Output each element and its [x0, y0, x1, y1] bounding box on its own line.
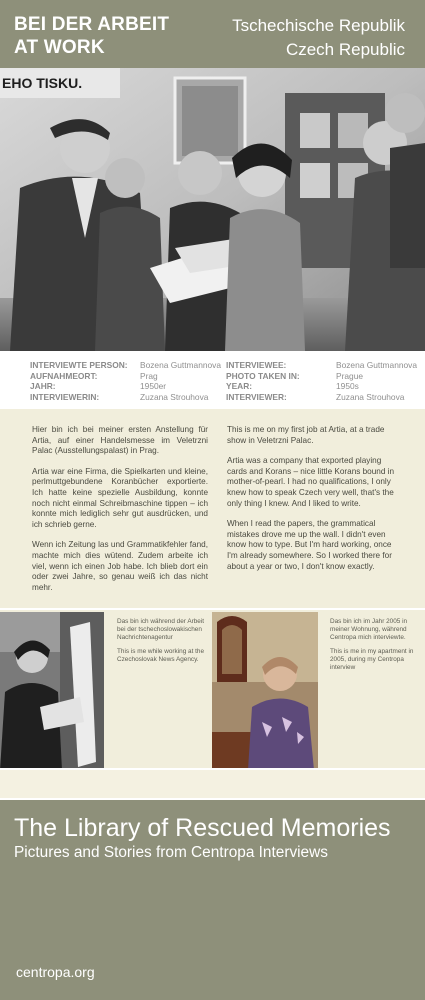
library-title: The Library of Rescued Memories	[14, 814, 391, 842]
footer	[0, 798, 425, 1000]
title-en: AT WORK	[14, 37, 105, 58]
story-paragraph: Artia was a company that exported playing cards and Korans – nice little Korans bound in mother-of-pearl. I had no qualifications, I only knew how to speak Czech very well, that's the only thing I knew. And I liked to write.	[227, 456, 395, 508]
meta-label: INTERVIEWERIN:	[30, 391, 100, 402]
meta-value: Bozena Guttmannova	[336, 360, 418, 370]
story-paragraph: This is me on my first job at Artia, at a trade show in Veletrzni Palac.	[227, 425, 385, 445]
story-paragraph: Artia war eine Firma, die Spielkarten und kleine, perlmuttgebundene Koranbücher exportierte. Ich hatte keine spezielle Ausbildung, konnte noch nicht einmal Schreibmaschine tippen – ich konnte mich lediglich sehr gut ausdrücken, und ich schrieb gerne.	[32, 466, 208, 529]
main-photo-image	[0, 68, 425, 351]
apartment-photo-image	[212, 612, 318, 770]
meta-label: INTERVIEWER:	[226, 391, 287, 402]
meta-value: Zuzana Strouhova	[336, 391, 405, 402]
meta-value: 1950er	[140, 381, 167, 391]
site-link[interactable]: centropa.org	[16, 964, 95, 980]
meta-label: PHOTO TAKEN IN:	[226, 370, 300, 381]
meta-row	[226, 392, 417, 403]
section-title	[14, 13, 169, 59]
meta-en	[226, 360, 417, 402]
main-photo	[0, 68, 425, 351]
meta-row	[30, 360, 221, 371]
header-bar	[0, 0, 425, 68]
meta-label: AUFNAHMEORT:	[30, 370, 98, 381]
meta-label: INTERVIEWEE:	[226, 360, 287, 370]
meta-de	[30, 360, 221, 402]
story-paragraph: Hier bin ich bei meiner ersten Anstellung für Artia, auf einer Handelsmesse im Veletrzni Palac (Ausstellungspalast) in Prag.	[32, 425, 208, 456]
meta-value: Prague	[336, 370, 364, 381]
meta-value: Zuzana Strouhova	[140, 391, 209, 402]
country-title	[232, 14, 405, 62]
country-en: Czech Republic	[285, 40, 405, 59]
caption-de: Das bin ich im Jahr 2005 in meiner Wohnung, während Centropa mich interviewte.	[330, 618, 408, 641]
photo-metadata	[0, 351, 425, 409]
meta-row	[226, 381, 417, 392]
meta-row	[226, 371, 417, 382]
divider-band	[0, 768, 425, 798]
story-paragraph: When I read the papers, the grammatical mistakes drove me up the wall. I didn't even know how to type. But I'm hard working, once I'm already somewhere. So I worked there for about a year or two, I don't know exactly.	[227, 519, 392, 571]
caption-en: This is me in my apartment in 2005, during my Centropa interview	[330, 648, 414, 671]
caption-en: This is me while working at the Czechoslovak News Agency.	[117, 648, 205, 663]
meta-row	[226, 360, 417, 371]
sign-text: EHO TISKU.	[2, 75, 83, 91]
meta-label: YEAR:	[226, 381, 253, 391]
meta-value: Bozena Guttmannova	[140, 360, 222, 370]
title-de: BEI DER ARBEIT	[14, 14, 170, 35]
story-section	[0, 409, 425, 608]
story-english	[227, 425, 399, 582]
library-subtitle: Pictures and Stories from Centropa Interviews	[14, 844, 328, 861]
meta-row	[30, 381, 221, 392]
photo-apartment	[212, 612, 318, 770]
country-de: Tschechische Republik	[232, 16, 405, 35]
caption-news-agency	[117, 618, 209, 670]
caption-de: Das bin ich während der Arbeit bei der tschechoslowakischen Nachrichtenagentur	[117, 618, 205, 641]
caption-apartment	[330, 618, 416, 678]
meta-value: Prag	[140, 370, 158, 381]
story-german	[32, 425, 208, 603]
meta-row	[30, 392, 221, 403]
meta-label: INTERVIEWTE PERSON:	[30, 360, 128, 370]
story-paragraph: Wenn ich Zeitung las und Grammatikfehler fand, machte mich dies wütend. Zudem arbeite ich viel, wenn ich einen Job habe. Ich blieb dort ein oder zwei Jahre, so genau weiß ich das nicht mehr.	[32, 540, 208, 592]
meta-label: JAHR:	[30, 381, 56, 391]
photo-strip	[0, 608, 425, 768]
meta-row	[30, 371, 221, 382]
meta-value: 1950s	[336, 381, 359, 391]
photo-news-agency	[0, 612, 104, 770]
news-agency-photo-image	[0, 612, 104, 770]
